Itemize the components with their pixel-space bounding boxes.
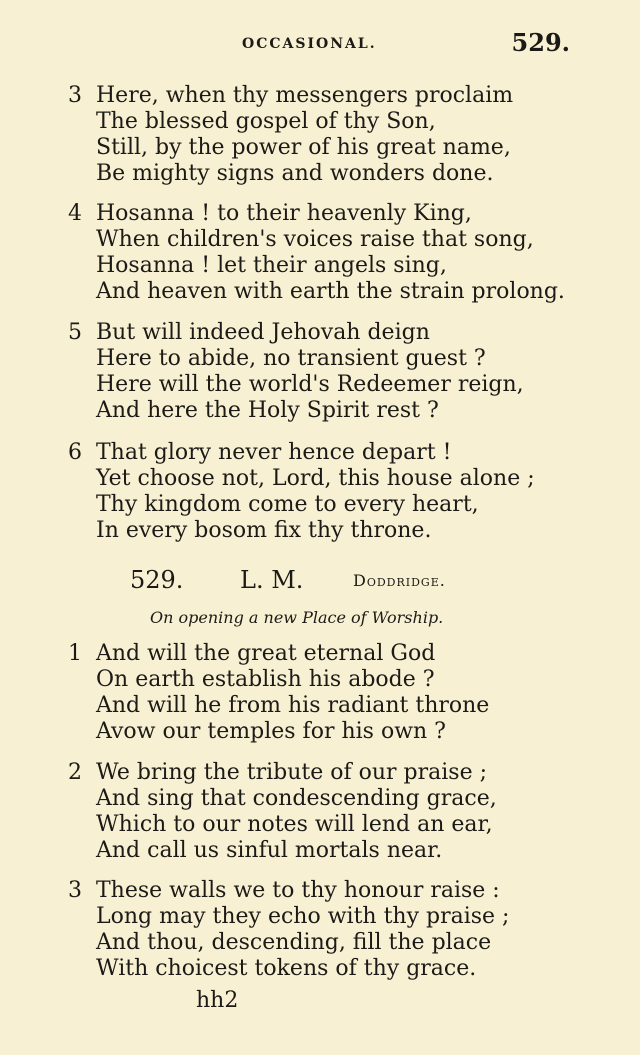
verse-line: The blessed gospel of thy Son, xyxy=(96,109,436,134)
verse-line: But will indeed Jehovah deign xyxy=(96,320,430,345)
verse-number: 2 xyxy=(68,760,82,785)
verse-line: When children's voices raise that song, xyxy=(96,227,534,252)
verse-line: These walls we to thy honour raise : xyxy=(96,878,500,903)
verse-line: And sing that condescending grace, xyxy=(96,786,497,811)
signature-mark: hh2 xyxy=(196,988,239,1013)
hymn-meter: L. M. xyxy=(240,566,304,594)
verse-line: Here, when thy messengers proclaim xyxy=(96,83,514,108)
verse-line: And call us sinful mortals near. xyxy=(96,838,443,863)
verse-line: Avow our temples for his own ? xyxy=(96,719,446,744)
verse-line: Here to abide, no transient guest ? xyxy=(96,346,486,371)
verse-line: In every bosom fix thy throne. xyxy=(96,518,432,543)
verse-line: And here the Holy Spirit rest ? xyxy=(96,398,439,423)
verse-line: We bring the tribute of our praise ; xyxy=(96,760,488,785)
verse-line: Here will the world's Redeemer reign, xyxy=(96,372,524,397)
verse-line: With choicest tokens of thy grace. xyxy=(96,956,477,981)
hymn-occasion: On opening a new Place of Worship. xyxy=(150,608,444,627)
verse-line: That glory never hence depart ! xyxy=(96,440,452,465)
verse-number: 3 xyxy=(68,83,82,108)
hymn-number: 529. xyxy=(130,566,184,594)
verse-number: 5 xyxy=(68,320,82,345)
verse-line: Still, by the power of his great name, xyxy=(96,135,511,160)
verse-line: Long may they echo with thy praise ; xyxy=(96,904,510,929)
verse-number: 1 xyxy=(68,641,82,666)
verse-line: On earth establish his abode ? xyxy=(96,667,435,692)
verse-line: Yet choose not, Lord, this house alone ; xyxy=(96,466,535,491)
hymn-header xyxy=(130,566,530,596)
running-head: OCCASIONAL. xyxy=(242,36,377,52)
verse-number: 4 xyxy=(68,201,82,226)
verse-line: And thou, descending, fill the place xyxy=(96,930,492,955)
page-number: 529. xyxy=(511,28,570,57)
verse-number: 6 xyxy=(68,440,82,465)
hymn-author: Doddridge. xyxy=(353,571,446,590)
verse-line: Hosanna ! to their heavenly King, xyxy=(96,201,472,226)
verse-line: And will the great eternal God xyxy=(96,641,436,666)
verse-line: Thy kingdom come to every heart, xyxy=(96,492,479,517)
verse-line: Be mighty signs and wonders done. xyxy=(96,161,494,186)
verse-line: And will he from his radiant throne xyxy=(96,693,490,718)
verse-line: And heaven with earth the strain prolong. xyxy=(96,279,565,304)
verse-number: 3 xyxy=(68,878,82,903)
verse-line: Hosanna ! let their angels sing, xyxy=(96,253,447,278)
verse-line: Which to our notes will lend an ear, xyxy=(96,812,493,837)
